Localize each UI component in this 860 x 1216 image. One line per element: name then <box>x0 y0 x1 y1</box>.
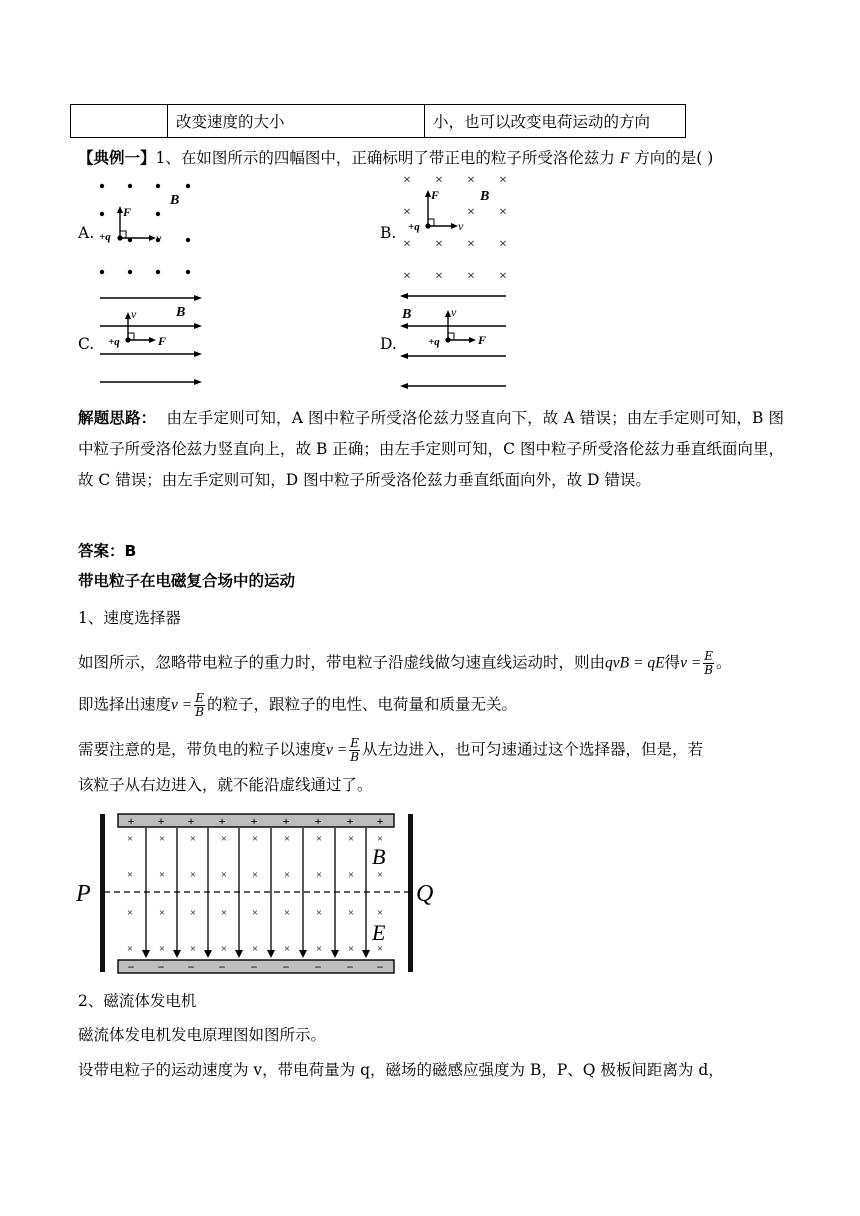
p3-text: 需要注意的是，带负电的粒子以速度 <box>78 740 327 759</box>
paragraph-2 <box>78 692 517 719</box>
fraction: $\frac{E}{B}$ <box>704 649 714 677</box>
b-label: B <box>372 844 386 869</box>
figure-c <box>96 288 208 390</box>
svg-text:+: + <box>376 814 384 828</box>
subsection-mhd-generator: 2、磁流体发电机 <box>78 992 197 1010</box>
svg-text:+: + <box>314 814 322 828</box>
p-label: P <box>76 881 91 907</box>
svg-text:−: − <box>157 960 165 974</box>
v-label: v <box>156 231 162 245</box>
svg-text:×: × <box>347 869 355 881</box>
svg-text:×: × <box>251 907 259 919</box>
svg-text:×: × <box>315 943 323 955</box>
example-question <box>78 147 713 170</box>
svg-text:×: × <box>283 869 291 881</box>
svg-text:−: − <box>346 960 354 974</box>
q-label: +q <box>99 231 111 243</box>
svg-text:×: × <box>435 173 443 188</box>
subsection-velocity-selector: 1、速度选择器 <box>78 609 181 627</box>
svg-text:×: × <box>189 943 197 955</box>
v-symbol: v = <box>171 696 193 714</box>
option-a-label: A. <box>78 224 95 242</box>
b-field-crosses <box>126 833 386 955</box>
svg-text:×: × <box>189 833 197 845</box>
paragraph-4: 磁流体发电机发电原理图如图所示。 <box>78 1026 327 1044</box>
svg-text:×: × <box>283 907 291 919</box>
f-label: F <box>123 205 132 219</box>
v-label: v <box>131 307 137 321</box>
figure-d <box>398 286 512 390</box>
svg-text:×: × <box>315 869 323 881</box>
v-label: v <box>458 219 464 233</box>
svg-text:+: + <box>282 814 290 828</box>
b-label: B <box>170 193 180 208</box>
e-label: E <box>372 920 386 945</box>
solution <box>78 403 784 496</box>
svg-text:−: − <box>127 960 135 974</box>
svg-text:×: × <box>347 943 355 955</box>
svg-text:+: + <box>187 814 195 828</box>
fraction: $\frac{E}{B}$ <box>195 691 205 719</box>
top-table <box>70 104 686 138</box>
paragraph-3 <box>78 737 703 764</box>
q-label: +q <box>108 336 120 348</box>
question-tail: 方向的是( ) <box>634 149 714 167</box>
svg-text:+: + <box>127 814 135 828</box>
option-b-label: B. <box>380 224 397 242</box>
svg-text:−: − <box>187 960 195 974</box>
svg-text:×: × <box>220 943 228 955</box>
f-label: F <box>431 188 440 202</box>
e-field-lines <box>146 828 366 952</box>
p2-text: 即选择出速度 <box>78 695 172 714</box>
table-cell: 改变速度的大小 <box>168 105 425 138</box>
f-label: F <box>158 334 167 348</box>
p3-mid: 从左边进入，也可匀速通过这个选择器，但是，若 <box>362 740 704 759</box>
svg-text:×: × <box>189 869 197 881</box>
figure-b <box>398 170 514 284</box>
table-cell <box>71 105 168 138</box>
svg-text:×: × <box>467 269 475 284</box>
svg-text:×: × <box>283 943 291 955</box>
v-label: v <box>451 305 457 319</box>
b-label: B <box>402 307 412 322</box>
svg-text:−: − <box>376 960 384 974</box>
svg-text:×: × <box>403 237 411 252</box>
svg-text:+: + <box>250 814 258 828</box>
svg-text:×: × <box>435 237 443 252</box>
svg-text:×: × <box>126 907 134 919</box>
question-symbol: F <box>619 150 630 167</box>
svg-text:×: × <box>158 943 166 955</box>
svg-text:×: × <box>220 907 228 919</box>
svg-text:×: × <box>499 237 507 252</box>
svg-text:×: × <box>403 173 411 188</box>
q-label: Q <box>416 881 434 907</box>
right-plate <box>408 814 413 972</box>
svg-text:×: × <box>467 237 475 252</box>
v-symbol: v = <box>680 654 702 672</box>
option-d-label: D. <box>380 335 397 353</box>
table-row <box>71 105 686 138</box>
svg-text:×: × <box>467 173 475 188</box>
svg-text:×: × <box>126 943 134 955</box>
svg-text:+: + <box>157 814 165 828</box>
svg-text:−: − <box>250 960 258 974</box>
svg-text:×: × <box>499 269 507 284</box>
svg-text:×: × <box>158 907 166 919</box>
svg-text:+: + <box>346 814 354 828</box>
p1-mid: 得 <box>664 653 681 672</box>
svg-text:−: − <box>282 960 290 974</box>
solution-label: 解题思路： <box>78 409 157 427</box>
example-tag: 【典例一】 <box>78 149 156 167</box>
equation: qvB = qE <box>605 654 665 672</box>
velocity-selector-figure <box>74 806 444 978</box>
svg-text:×: × <box>467 205 475 220</box>
svg-text:×: × <box>315 833 323 845</box>
b-label: B <box>480 189 490 204</box>
left-plate <box>100 814 105 972</box>
svg-text:×: × <box>126 833 134 845</box>
svg-text:×: × <box>315 907 323 919</box>
svg-text:×: × <box>376 943 384 955</box>
svg-text:×: × <box>158 869 166 881</box>
p2-tail: 的粒子，跟粒子的电性、电荷量和质量无关。 <box>207 695 518 714</box>
svg-text:×: × <box>220 869 228 881</box>
p1-end: 。 <box>716 653 732 672</box>
svg-text:×: × <box>220 833 228 845</box>
q-label: +q <box>428 336 440 348</box>
b-label: B <box>176 305 186 320</box>
svg-text:×: × <box>251 943 259 955</box>
svg-text:×: × <box>376 907 384 919</box>
svg-text:×: × <box>158 833 166 845</box>
fraction: $\frac{E}{B}$ <box>350 736 360 764</box>
svg-text:−: − <box>314 960 322 974</box>
svg-text:−: − <box>218 960 226 974</box>
f-label: F <box>478 333 487 347</box>
svg-text:+: + <box>218 814 226 828</box>
question-text: 1、在如图所示的四幅图中，正确标明了带正电的粒子所受洛伦兹力 <box>155 149 615 167</box>
q-label: +q <box>408 221 420 233</box>
svg-text:×: × <box>251 833 259 845</box>
paragraph-1 <box>78 650 732 677</box>
svg-text:×: × <box>403 269 411 284</box>
section-title: 带电粒子在电磁复合场中的运动 <box>78 572 296 590</box>
answer: 答案：B <box>78 542 137 560</box>
svg-text:×: × <box>376 833 384 845</box>
v-symbol: v = <box>326 741 348 759</box>
svg-text:×: × <box>435 269 443 284</box>
paragraph-5: 设带电粒子的运动速度为 v，带电荷量为 q，磁场的磁感应强度为 B，P、Q 极板间距离为 d， <box>78 1061 724 1079</box>
svg-text:×: × <box>403 205 411 220</box>
svg-text:×: × <box>283 833 291 845</box>
p1-text: 如图所示，忽略带电粒子的重力时，带电粒子沿虚线做匀速直线运动时，则由 <box>78 653 606 672</box>
svg-text:×: × <box>499 205 507 220</box>
svg-text:×: × <box>347 833 355 845</box>
svg-text:×: × <box>347 907 355 919</box>
svg-text:×: × <box>126 869 134 881</box>
svg-text:×: × <box>189 907 197 919</box>
solution-text: 由左手定则可知，A 图中粒子所受洛伦兹力竖直向下，故 A 错误；由左手定则可知，B 图中粒子所受洛伦兹力竖直向上，故 B 正确；由左手定则可知，C 图中粒子所受洛伦兹力垂直纸面向里，故 C 错误；由左手定则可知，D 图中粒子所受洛伦兹力垂直纸面向外，故 D 错误。 <box>78 409 784 489</box>
figure-a <box>94 176 204 280</box>
paragraph-3-cont: 该粒子从右边进入，就不能沿虚线通过了。 <box>78 776 373 794</box>
table-cell: 小，也可以改变电荷运动的方向 <box>425 105 686 138</box>
svg-text:×: × <box>376 869 384 881</box>
option-c-label: C. <box>78 335 95 353</box>
svg-text:×: × <box>251 869 259 881</box>
svg-text:×: × <box>499 173 507 188</box>
